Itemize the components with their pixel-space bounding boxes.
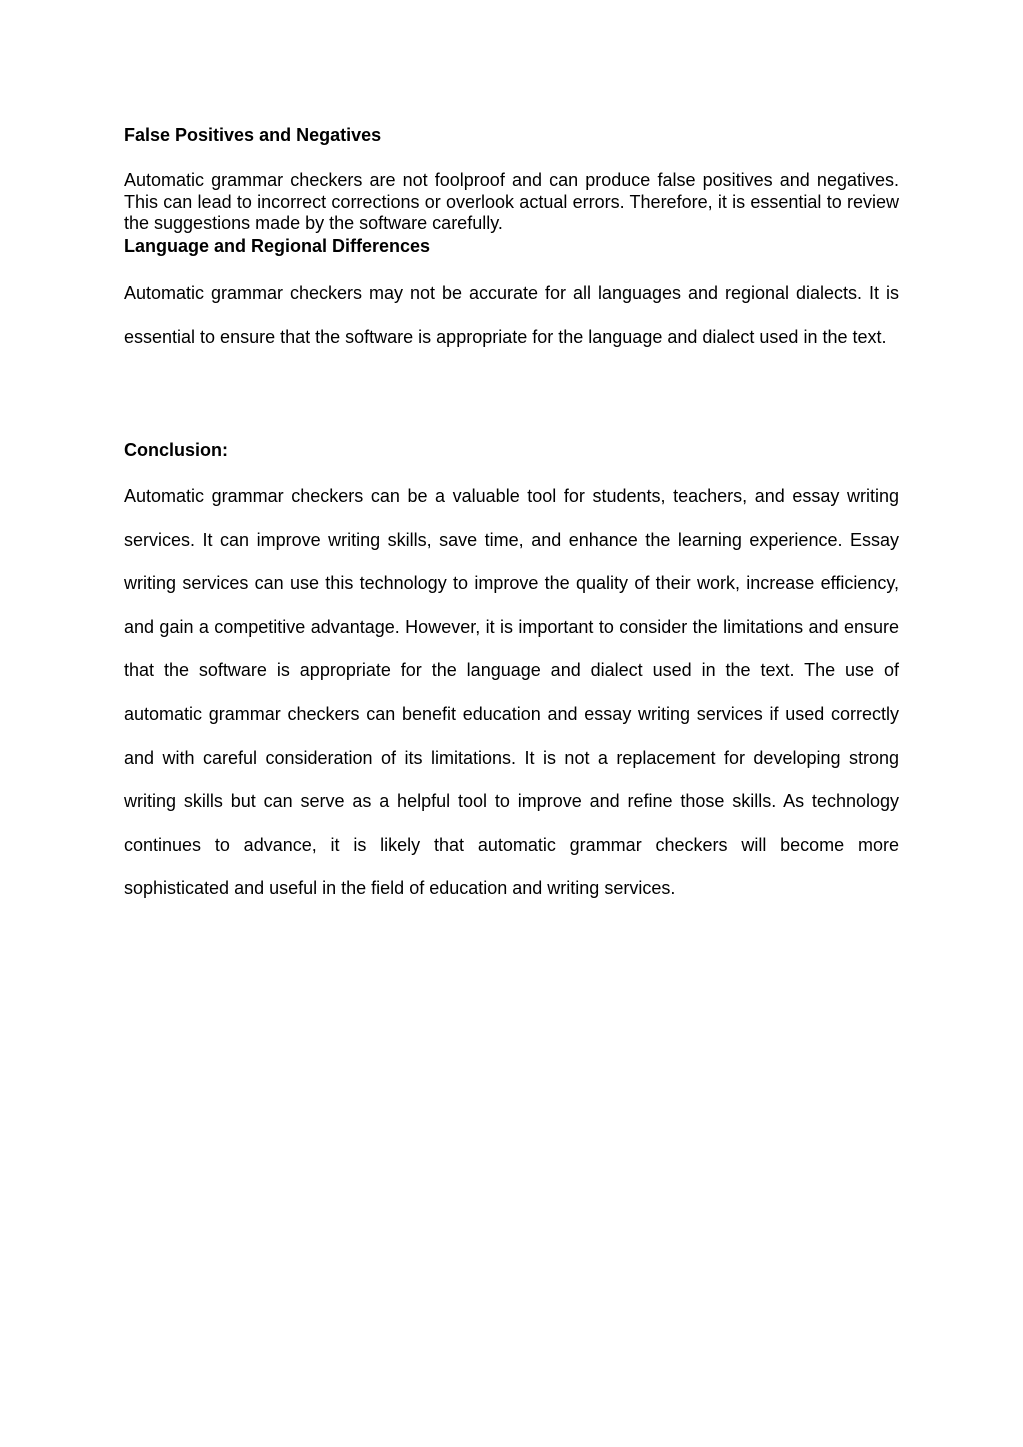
section-body-false-positives: Automatic grammar checkers are not foolproof and can produce false positives and negatives. This can lead to incorrect corrections or overlook actual errors. Therefore, it is essential to review the suggestions made by the software carefully. — [124, 170, 899, 234]
section-body-conclusion: Automatic grammar checkers can be a valuable tool for students, teachers, and essay writing services. It can improve writing skills, save time, and enhance the learning experience. Essay writing services can use this technology to improve the quality of their work, increase efficiency, and gain a competitive advantage. However, it is important to consider the limitations and ensure that the software is appropriate for the language and dialect used in the text. The use of automatic grammar checkers can benefit education and essay writing services if used correctly and with careful consideration of its limitations. It is not a replacement for developing strong writing skills but can serve as a helpful tool to improve and refine those skills. As technology continues to advance, it is likely that automatic grammar checkers will become more sophisticated and useful in the field of education and writing services. — [124, 486, 899, 899]
section-body-language-regional: Automatic grammar checkers may not be accurate for all languages and regional dialects. It is essential to ensure that the software is appropriate for the language and dialect used in the text. — [124, 283, 899, 347]
document-page — [124, 0, 899, 1447]
section-heading-language-regional: Language and Regional Differences — [124, 236, 431, 256]
section-heading-false-positives: False Positives and Negatives — [124, 125, 382, 145]
section-heading-conclusion: Conclusion: — [124, 440, 228, 460]
